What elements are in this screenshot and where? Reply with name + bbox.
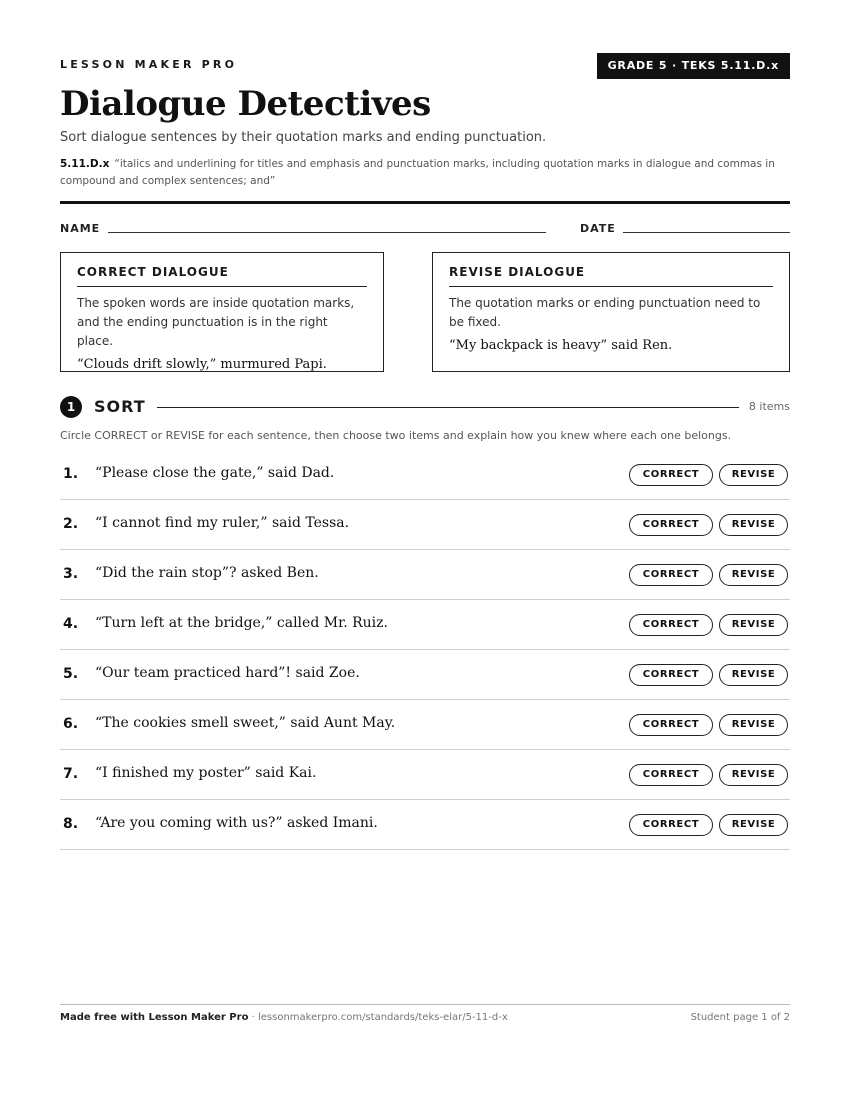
item-sentence: “I cannot find my ruler,” said Tessa. [95,515,350,531]
date-field[interactable] [623,232,790,233]
item-sentence: “The cookies smell sweet,” said Aunt May. [95,715,396,731]
item-number: 3. [63,566,79,582]
item-sentence: “Are you coming with us?” asked Imani. [95,815,378,831]
section-divider [157,407,739,408]
standard-text: “italics and underlining for titles and emphasis and punctuation marks, including quotation marks in dialogue and commas in compound and complex sentences; and” [60,158,775,187]
section-number-badge: 1 [60,396,82,418]
correct-dialogue-card [60,252,384,372]
header-divider [60,201,790,204]
section-title: SORT [94,397,146,416]
list-item [60,700,790,750]
footer-divider [60,1004,790,1005]
card-title: REVISE DIALOGUE [449,265,773,287]
item-number: 6. [63,716,79,732]
item-sentence: “Turn left at the bridge,” called Mr. Ruiz. [95,615,388,631]
revise-option[interactable]: REVISE [719,764,788,786]
revise-option[interactable]: REVISE [719,564,788,586]
card-description: The spoken words are inside quotation marks, and the ending punctuation is in the right place. [77,296,355,348]
name-field[interactable] [108,232,546,233]
footer-credit [60,1012,508,1023]
sort-item-list [60,450,790,850]
card-example: “Clouds drift slowly,” murmured Papi. [77,357,327,372]
item-count: 8 items [748,400,790,413]
list-item [60,650,790,700]
revise-option[interactable]: REVISE [719,514,788,536]
item-number: 1. [63,466,79,482]
correct-option[interactable]: CORRECT [629,664,713,686]
correct-option[interactable]: CORRECT [629,814,713,836]
revise-option[interactable]: REVISE [719,814,788,836]
item-number: 7. [63,766,79,782]
revise-option[interactable]: REVISE [719,714,788,736]
brand-name: LESSON MAKER PRO [60,58,238,71]
correct-option[interactable]: CORRECT [629,764,713,786]
page-subtitle: Sort dialogue sentences by their quotation marks and ending punctuation. [60,130,547,145]
card-description: The quotation marks or ending punctuation need to be fixed. [449,296,761,329]
card-title: CORRECT DIALOGUE [77,265,367,287]
correct-option[interactable]: CORRECT [629,514,713,536]
revise-dialogue-card [432,252,790,372]
item-number: 8. [63,816,79,832]
list-item [60,550,790,600]
revise-option[interactable]: REVISE [719,614,788,636]
page-title: Dialogue Detectives [60,84,431,124]
item-sentence: “Please close the gate,” said Dad. [95,465,335,481]
item-number: 5. [63,666,79,682]
revise-option[interactable]: REVISE [719,664,788,686]
list-item [60,500,790,550]
correct-option[interactable]: CORRECT [629,464,713,486]
standard-code: 5.11.D.x [60,158,110,170]
revise-option[interactable]: REVISE [719,464,788,486]
grade-badge: GRADE 5 · TEKS 5.11.D.x [597,53,790,79]
item-sentence: “Did the rain stop”? asked Ben. [95,565,319,581]
section-instructions: Circle CORRECT or REVISE for each sentence, then choose two items and explain how you knew where each one belongs. [60,429,732,442]
correct-option[interactable]: CORRECT [629,714,713,736]
correct-option[interactable]: CORRECT [629,564,713,586]
list-item [60,750,790,800]
standard-description [60,156,790,190]
list-item [60,800,790,850]
item-sentence: “I finished my poster” said Kai. [95,765,317,781]
footer-url[interactable]: · lessonmakerpro.com/standards/teks-elar/5-11-d-x [248,1012,508,1023]
item-number: 2. [63,516,79,532]
footer-made-with: Made free with Lesson Maker Pro [60,1012,249,1023]
item-number: 4. [63,616,79,632]
correct-option[interactable]: CORRECT [629,614,713,636]
item-sentence: “Our team practiced hard”! said Zoe. [95,665,360,681]
name-label: NAME [60,222,101,235]
date-label: DATE [580,222,616,235]
list-item [60,450,790,500]
footer-page-number: Student page 1 of 2 [690,1012,790,1023]
card-example: “My backpack is heavy” said Ren. [449,338,673,353]
list-item [60,600,790,650]
worksheet-page [60,0,790,1100]
